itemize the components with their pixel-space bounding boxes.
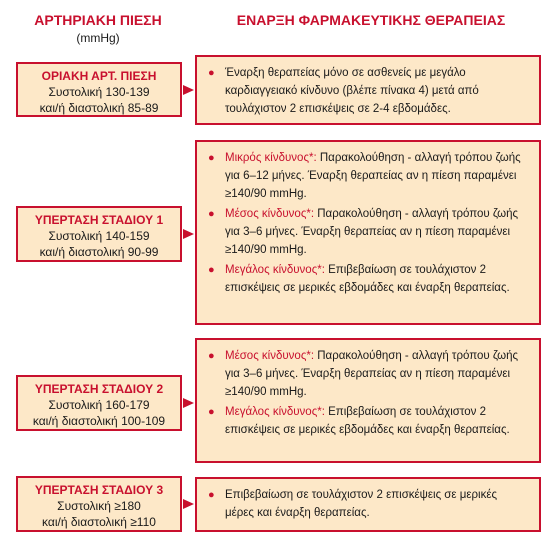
therapy-item — [205, 149, 529, 203]
bullet-icon: ● — [208, 264, 215, 276]
arrow-icon — [183, 229, 194, 239]
therapy-item — [205, 261, 529, 297]
stage-box-borderline — [16, 62, 182, 117]
therapy-box-stage2 — [195, 338, 541, 463]
stage-box-stage1 — [16, 206, 182, 262]
risk-label: Μεγάλος κίνδυνος*: — [225, 406, 325, 418]
therapy-item — [205, 486, 529, 522]
stage-title: ΥΠΕΡΤΑΣΗ ΣΤΑΔΙΟΥ 1 — [34, 213, 164, 227]
arrow-icon — [183, 398, 194, 408]
stage-box-stage2 — [16, 375, 182, 431]
therapy-text: Επιβεβαίωση σε τουλάχιστον 2 επισκέψεις σε μερικές εβδομάδες και έναρξη θεραπείας. — [225, 264, 510, 294]
therapy-item — [205, 205, 529, 259]
therapy-box-borderline — [195, 55, 541, 125]
stage-diastolic: και/ή διαστολική 90-99 — [39, 245, 159, 259]
therapy-text: Παρακολούθηση - αλλαγή τρόπου ζωής για 3–6 μήνες. Έναρξη θεραπείας αν η πίεση παραμένει ≥140/90 mmHg. — [225, 208, 519, 256]
left-column-unit: (mmHg) — [76, 31, 120, 45]
risk-label: Μεγάλος κίνδυνος*: — [225, 264, 325, 276]
therapy-item — [205, 403, 529, 439]
therapy-text: Έναρξη θεραπείας μόνο σε ασθενείς με μεγάλο καρδιαγγειακό κίνδυνο (βλέπε πίνακα 4) μετά από τουλάχιστον 2 επισκέψεις σε 2-4 εβδομάδες. — [225, 67, 479, 115]
therapy-item — [205, 64, 529, 118]
stage-systolic: Συστολική 130-139 — [48, 85, 150, 99]
therapy-item — [205, 347, 529, 401]
bullet-icon: ● — [208, 67, 215, 79]
left-column-title: ΑΡΤΗΡΙΑΚΗ ΠΙΕΣΗ — [34, 12, 162, 28]
risk-label: Μέσος κίνδυνος*: — [225, 208, 315, 220]
arrow-icon — [183, 85, 194, 95]
stage-title: ΥΠΕΡΤΑΣΗ ΣΤΑΔΙΟΥ 2 — [34, 382, 164, 396]
right-column-title: ΕΝΑΡΞΗ ΦΑΡΜΑΚΕΥΤΙΚΗΣ ΘΕΡΑΠΕΙΑΣ — [236, 12, 506, 28]
stage-title: ΥΠΕΡΤΑΣΗ ΣΤΑΔΙΟΥ 3 — [34, 483, 164, 497]
therapy-text: Παρακολούθηση - αλλαγή τρόπου ζωής για 3–6 μήνες. Έναρξη θεραπείας αν η πίεση παραμένει ≥140/90 mmHg. — [225, 350, 519, 398]
bullet-icon: ● — [208, 208, 215, 220]
therapy-text: Παρακολούθηση - αλλαγή τρόπου ζωής για 6–12 μήνες. Έναρξη θεραπείας αν η πίεση παραμένει ≥140/90 mmHg. — [225, 152, 521, 200]
bullet-icon: ● — [208, 489, 215, 501]
bullet-icon: ● — [208, 406, 215, 418]
risk-label: Μέσος κίνδυνος*: — [225, 350, 315, 362]
stage-systolic: Συστολική 160-179 — [48, 398, 150, 412]
arrow-icon — [183, 499, 194, 509]
stage-diastolic: και/ή διαστολική 100-109 — [32, 414, 166, 428]
bullet-icon: ● — [208, 152, 215, 164]
therapy-text: Επιβεβαίωση σε τουλάχιστον 2 επισκέψεις σε μερικές εβδομάδες και έναρξη θεραπείας. — [225, 406, 510, 436]
therapy-box-stage1 — [195, 140, 541, 325]
stage-diastolic: και/ή διαστολική 85-89 — [39, 101, 159, 115]
stage-systolic: Συστολική ≥180 — [57, 499, 141, 513]
stage-box-stage3 — [16, 476, 182, 532]
stage-systolic: Συστολική 140-159 — [48, 229, 150, 243]
therapy-text: Επιβεβαίωση σε τουλάχιστον 2 επισκέψεις σε μερικές μέρες και έναρξη θεραπείας. — [225, 489, 497, 519]
stage-title: ΟΡΙΑΚΗ ΑΡΤ. ΠΙΕΣΗ — [41, 69, 157, 83]
bullet-icon: ● — [208, 350, 215, 362]
risk-label: Μικρός κίνδυνος*: — [225, 152, 317, 164]
therapy-box-stage3 — [195, 477, 541, 532]
stage-diastolic: και/ή διαστολική ≥110 — [42, 515, 156, 529]
